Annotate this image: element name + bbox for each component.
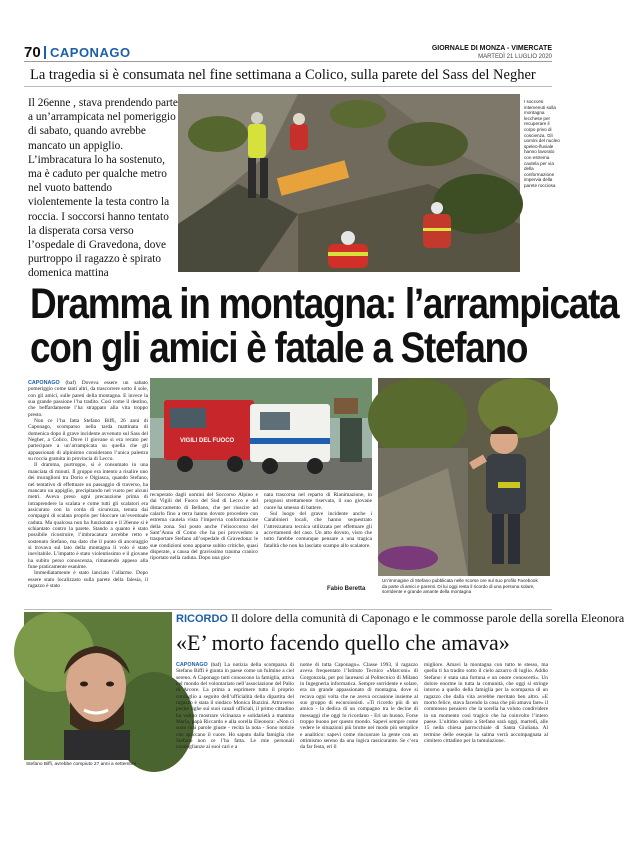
section-marker [44, 46, 46, 59]
ricordo-column-1 [176, 662, 294, 812]
climber-photo [378, 378, 550, 576]
article-paragraph: recuperato dagli uomini del Soccorso Alpino e dai Vigili del Fuoco del Sud di Lecco e del distaccamento di Bellano, che per riuscire ad calarlo fino a terra hanno dovuto procedere con estrema cautela vista l’impervia conformazione della zona. Sul posto anche l’elisoccorso del Sant’Anna di Como che ha poi provveduto a trasportare Stefano all’ospedale di Gravedona: le sue condizioni sono apparse subito critiche, quasi disperate, a causa del gravissimo trauma cranico riportato nella caduta. Dopo una gior- [150, 492, 258, 562]
ricordo-paragraph: nome di tutta Caponago». Classe 1993, il ragazzo aveva frequentato l’Istituto Tecnico «Marconi» di Gorgonzola, per poi laurearsi al Politecnico di Milano in Ingegneria informatica. Sempre sorridente e solare, era un grande appassionato di montagna, dove si recava ogni volta che ne aveva occasione insieme al suo gruppo di escursionisti. «Ti ricordo più di un amico - la dedica di un compagno tra le decine di messaggi che oggi lo ricordano - Eri un buono. Forse troppo buono per questo mondo. Sapevi sempre come vedere le situazioni più brutte nel modo più semplice e analitico: sapevi come rincuorare la gente con un ottimismo sereno da una logica rassicurante. Se c’era da far festa, eri il [300, 662, 418, 751]
issue-date: MARTEDÌ 21 LUGLIO 2020 [478, 54, 552, 60]
ricordo-headline: «E’ morto facendo quello che amava» [176, 630, 510, 655]
truck-label: VIGILI DEL FUOCO [180, 438, 235, 444]
article-paragraph: Non ce l’ha fatta Stefano Biffi, 26 anni di Caponago, scomparso nella tarda mattinata di domenica dopo il grave incidente avvenuto sul Sass del Negher, a Colico. Dove il giovane si era recato per partecipare a un’arrampicata su quella che gli appassionati di alpinismo considerano l’unica palestra su roccia gratuita in provincia di Lecco. [28, 418, 148, 463]
article-paragraph: Sul luogo del grave incidente anche i Carabinieri locali, che hanno sequestrato l’attrezzatura tecnica utilizzata per effettuare gli accertamenti del caso. Un atto dovuto, visto che tutto farebbe comunque pensare a una tragica fatalità che non ha lasciato scampo allo scalatore. [264, 511, 372, 549]
rescue-photo-caption: I soccorsi intervenuti sulla montagna lecchese per recuperare il corpo privo di coscienza. Gli uomini del nucleo speleo-fluviale hanno lavorato con estrema cautela per via della conformazione impervia della parete rocciosa [524, 99, 560, 188]
article-column-3 [264, 492, 372, 584]
article-tag: CAPONAGO [28, 380, 60, 386]
ricordo-tag: RICORDO [176, 613, 228, 625]
headline-line-1: Dramma in montagna: l’arrampicata [30, 280, 619, 328]
fire-truck-photo [150, 378, 372, 490]
rescue-photo [178, 94, 520, 272]
article-byline: (baf) [65, 380, 76, 386]
author-signature: Fabio Beretta [327, 586, 366, 592]
page-number: 70 [24, 44, 41, 61]
ricordo-kicker [176, 611, 624, 626]
kicker: La tragedia si è consumata nel fine settimana a Colico, sulla parete del Sass del Negher [30, 67, 536, 83]
climber-photo-caption: Un’immagine di Stefano pubblicata nelle scorse ore sul suo profilo Facebook da parte di amici e parenti. Di lui oggi resta il ricordo di una persona solare, sorridente e grande amante della montagna [382, 578, 538, 595]
ricordo-subtitle: Il dolore della comunità di Caponago e le commosse parole della sorella Eleonora [230, 611, 624, 625]
article-paragraph: Immediatamente è stato lanciato l’allarme. Dopo essere stato localizzato sulla parete della falesia, il ragazzo è stato [28, 570, 148, 589]
article-paragraph: Il dramma, purtroppo, si è consumato in una manciata di minuti. Il gruppo era intento a risalire uno dei muraglioni tra Dorio e Olgiasca, quando Stefano, nel tentativo di effettuare un passaggio di traverso, ha mancato un appiglio, precipitando nel vuoto per alcuni metri. Aveva preso ogni precauzione prima di intraprendere la scalata e come tutti gli scalatori era assicurato con la corda di sicurezza, tenuta dai compagni di scalata proprio per bloccare un’eventuale caduta. Ma qualcosa non ha funzionato e il 26enne si è schiantato contro la parete. Stando a quanto è stato possibile ricostruire, l’imbracatura avrebbe retto e sostenuto Stefano, ma dato che il punto di ancoraggio si trovava sul lato della montagna il volo è stato inevitabile. L’impatto è stato violentissimo e il giovane ha subito perso conoscenza, rimanendo appeso alla fune praticamente esanime. [28, 462, 148, 570]
ricordo-column-3 [424, 662, 548, 812]
article-column-2 [150, 492, 258, 592]
stefano-face-photo [24, 612, 172, 760]
article-paragraph: nata trascorsa nel reparto di Rianimazione, in prognosi strettamente riservata, il suo giovane cuore ha smesso di battere. [264, 492, 372, 511]
face-photo-caption: Stefano Biffi, avrebbe compiuto 27 anni a settembre [26, 762, 137, 767]
article-column-1 [28, 380, 148, 605]
headline-line-2: con gli amici è fatale a Stefano [30, 324, 528, 372]
ricordo-article-tag: CAPONAGO [176, 662, 208, 668]
ricordo-column-2 [300, 662, 418, 812]
divider [24, 609, 552, 610]
divider [24, 86, 552, 87]
article-paragraph: Doveva essere un sabato pomeriggio come tanti altri, da trascorrere sotto il sole, con gli amici, sulle pareti della montagna. E invece la sua grande passione l’ha tradito. Così come il destino, che beffardamente l’ha strappato alla vita troppo presto. [28, 380, 148, 418]
section-title: CAPONAGO [50, 45, 131, 60]
ricordo-byline: (baf) [210, 662, 222, 668]
ricordo-paragraph: migliore. Amavi la montagna con tutto te stesso, ma quella ti ha tradito sotto il cielo azzurro di luglio. Addio Stefano: è stata una fortuna e un onore conoscerti». Un dolore enorme in tutta la comunità, che oggi si stringe intorno a quello della famiglia per la scomparsa di un ragazzo che dalla vita avrebbe meritato ben altro. «E morto felice, stava facendo la cosa che più amava fare» il commosso pensiero che la sorella ha voluto condividere in un momento così tragico che ha coinvolto l’intero paese. L’ultimo saluto a Stefano sarà oggi, martedì, alle 15 nella chiesa parrocchiale di Santa Giuliana. Al termine delle esequie la salma verrà accompagnata al cimitero cittadino per la tumulazione. [424, 662, 548, 745]
page-header [24, 44, 552, 62]
lead-paragraph: Il 26enne , stava prendendo parte a un’arrampicata nel pomeriggio di sabato, quando avrebbe mancato un appiglio. L’imbracatura lo ha sostenuto, ma è caduto per qualche metro nel vuoto battendo violentemente la testa contro la roccia. I soccorsi hanno tentato la disperata corsa verso l’ospedale di Gravedona, dove purtroppo il ragazzo è spirato domenica mattina [28, 97, 178, 280]
newspaper-name: GIORNALE DI MONZA - VIMERCATE [431, 45, 552, 52]
ricordo-paragraph: La notizia della scomparsa di Stefano Biffi è giunta in paese come un fulmine a ciel sereno. A Caponago tutti conoscono la famiglia, attiva nel mondo del volontariato nell’associazione del Palio di Arcore. La prima a esprimere tutto il proprio cordoglio a seguito dell’ufficialità della dipartita del ragazzo è stata il sindaco Monica Buzzini. Attraverso poche righe sui suoi canali ufficiali, il primo cittadino ha voluto mostrare vicinanza e solidarietà a mamma Maria, papà Riccardo e alla sorella Eleonora: «Non ci sono mai parole giuste - recita la nota - Sono notizie che spaccano il cuore. Ho saputo dalla famiglia che Stefano non ce l’ha fatta. Le mie personali condoglianze ai suoi cari e a [176, 662, 294, 751]
